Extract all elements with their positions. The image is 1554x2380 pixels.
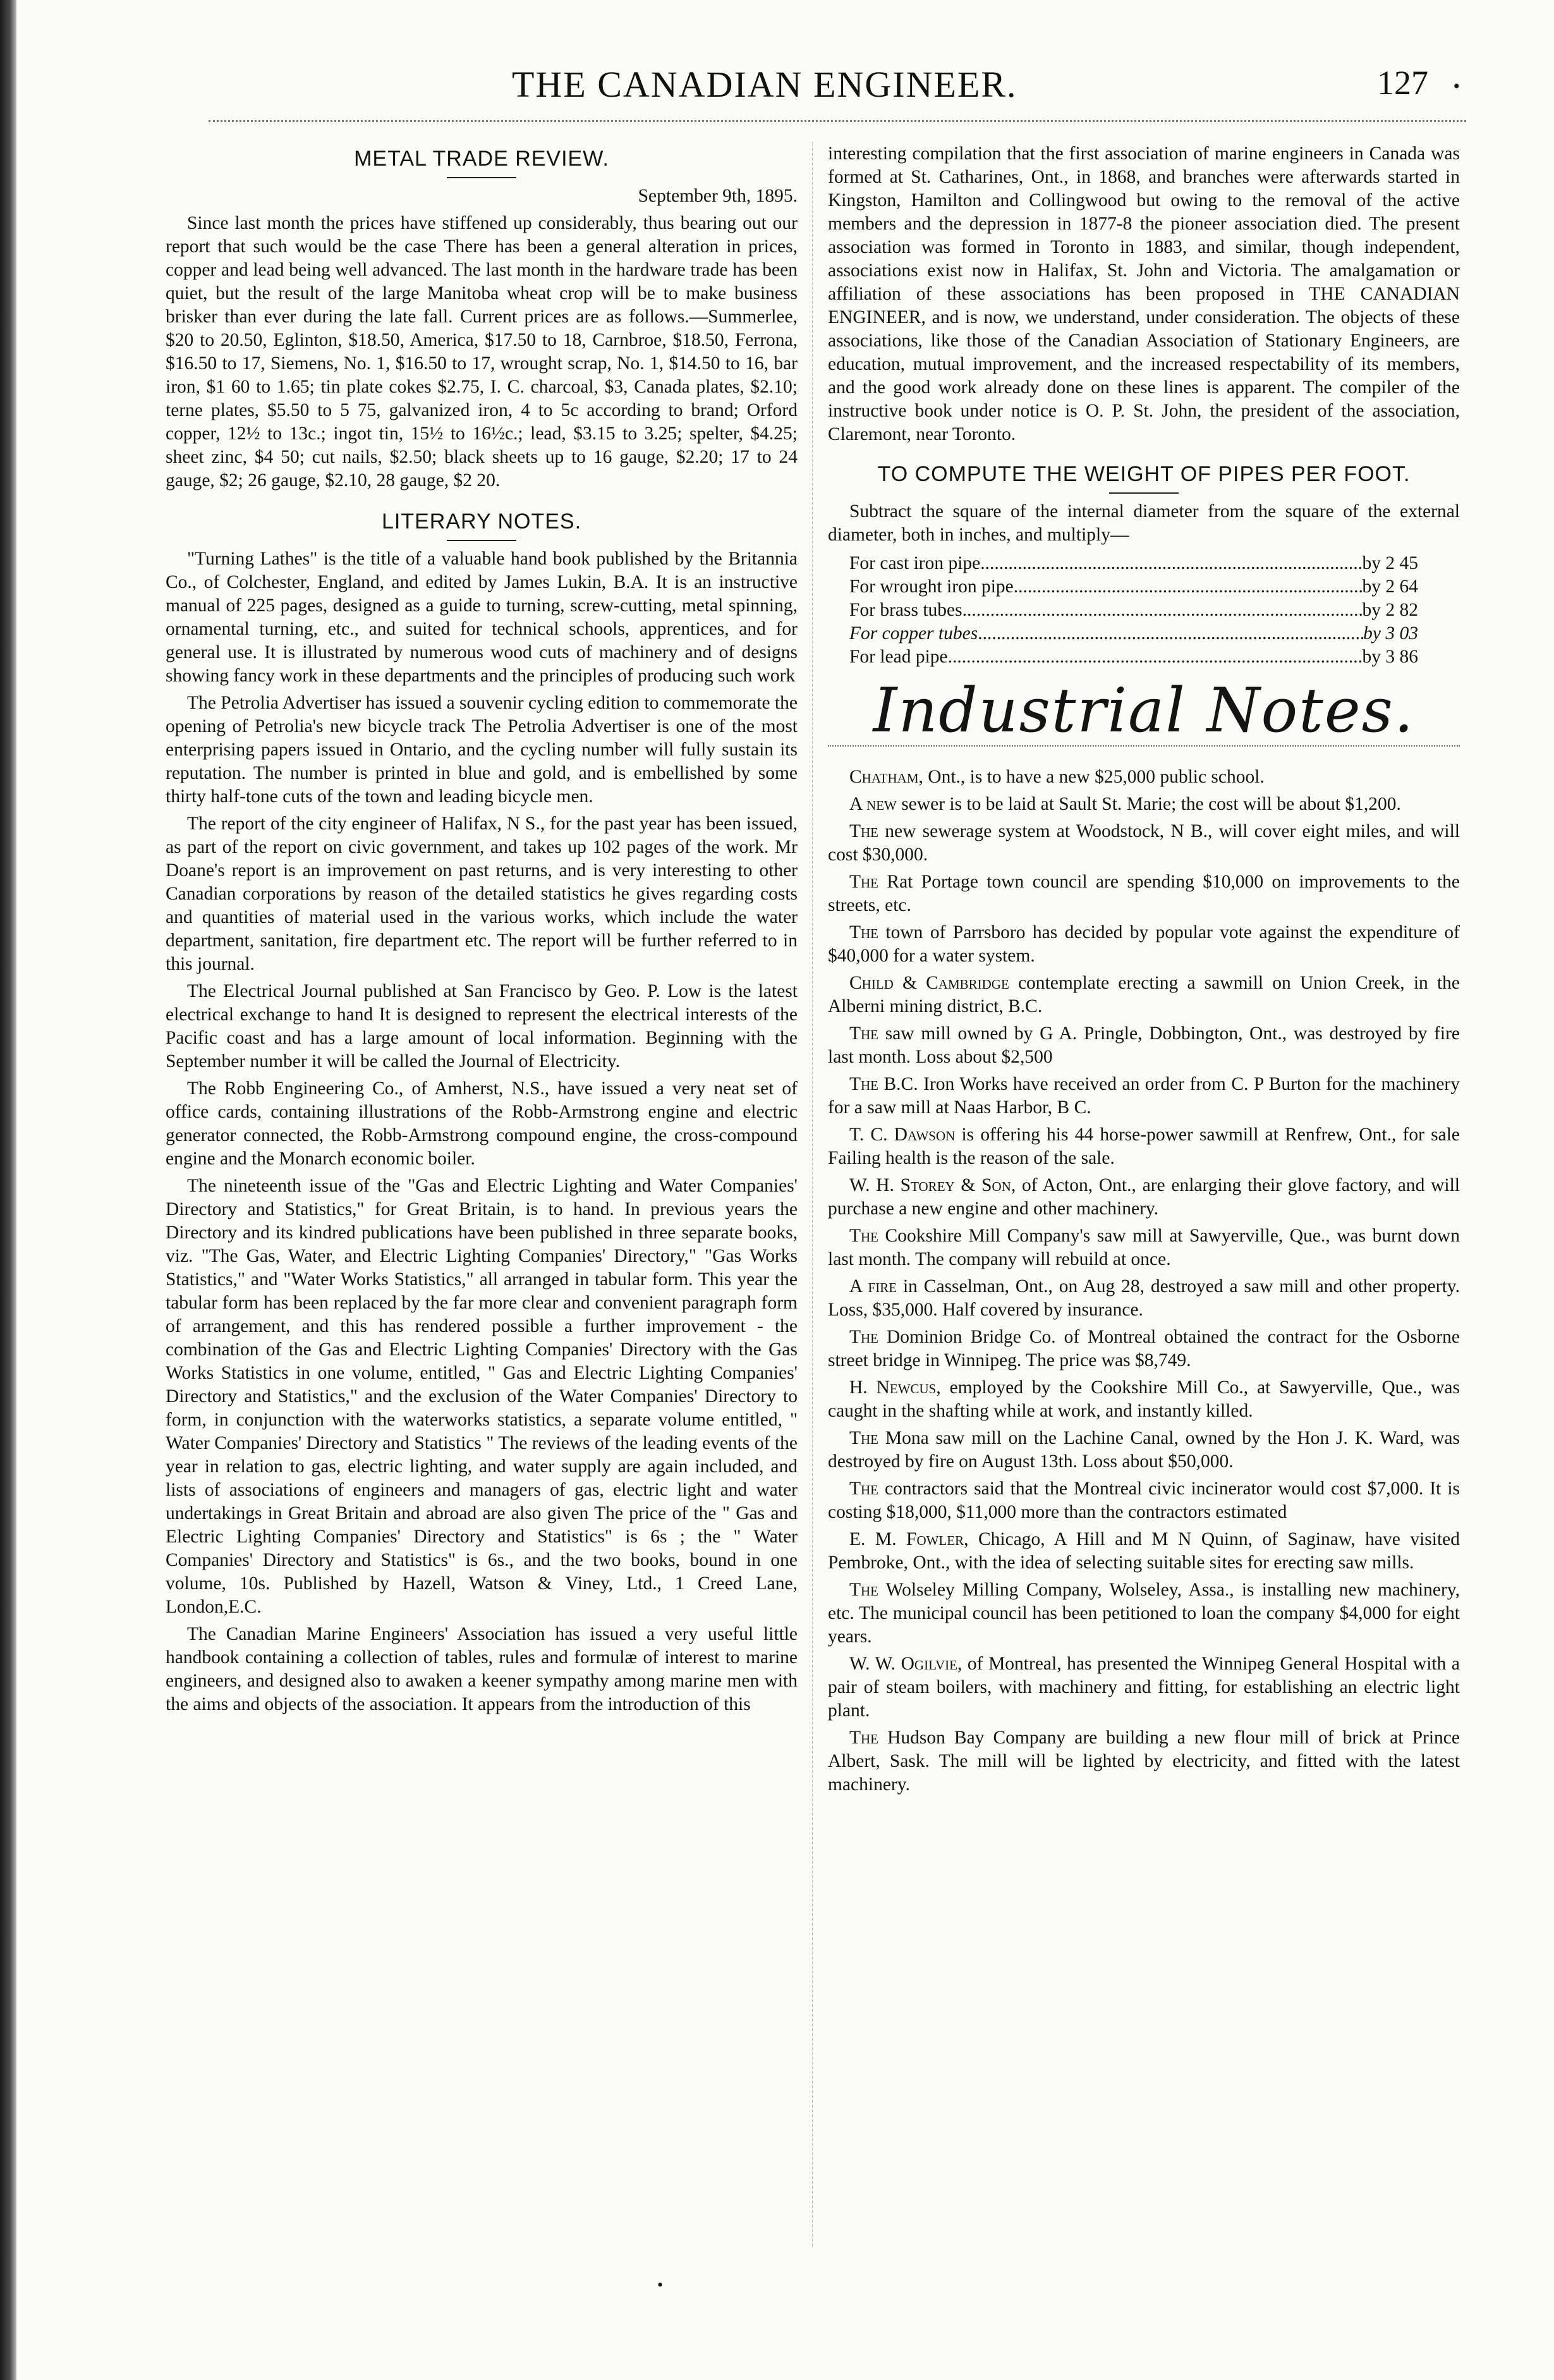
literary-paragraph: "Turning Lathes" is the title of a valuable hand book published by the Britannia Co., of Colchester, England, and edited by James Lukin, B.A. It is an instructive manual of 225 pages, designed as a guide to turning, screw-cutting, metal spinning, ornamental turning, etc., and suited for technical schools, apprentices, and for general use. It is illustrated by numerous wood cuts of machinery and of designs showing fancy work in these departments and the principles of producing such work <box>166 549 798 686</box>
weight-row <box>849 622 1418 645</box>
note-lead: Child & Cambridge <box>849 973 1009 993</box>
pipes-heading: TO COMPUTE THE WEIGHT OF PIPES PER FOOT. <box>877 462 1411 486</box>
heading-rule <box>447 540 516 541</box>
pipes-intro: Subtract the square of the internal diameter from the square of the external diameter, both in inches, and multiply— <box>828 501 1460 545</box>
note-text: Dominion Bridge Co. of Montreal obtained the contract for the Osborne street bridge in Winnipeg. The price was $8,749. <box>828 1327 1460 1370</box>
note-lead: E. M. Fowler <box>849 1529 964 1549</box>
leader-dots <box>962 599 1363 622</box>
weight-value: by 3 86 <box>1362 647 1418 667</box>
industrial-note <box>828 1652 1460 1723</box>
weight-label: For cast iron pipe <box>849 553 981 573</box>
note-lead: W. W. Ogilvie <box>849 1654 957 1674</box>
note-lead: The <box>849 1580 879 1600</box>
note-text: Cookshire Mill Company's saw mill at Sawyerville, Que., was burnt down last month. The company will rebuild at once. <box>828 1226 1460 1269</box>
industrial-notes-list <box>828 766 1460 1797</box>
note-lead: The <box>849 922 879 943</box>
weight-row <box>849 599 1418 622</box>
industrial-note <box>828 1528 1460 1575</box>
note-text: contemplate erecting a sawmill on Union Creek, in the Alberni mining district, B.C. <box>828 973 1460 1016</box>
industrial-note <box>828 1578 1460 1649</box>
industrial-note <box>828 1022 1460 1069</box>
left-column <box>166 142 798 1720</box>
weight-value: by 2 82 <box>1362 600 1418 620</box>
note-text: sewer is to be laid at Sault St. Marie; the cost will be about $1,200. <box>896 794 1401 814</box>
leader-dots <box>978 622 1363 645</box>
note-lead: A new <box>849 794 897 814</box>
industrial-notes-section <box>828 675 1460 1797</box>
literary-notes-heading: LITERARY NOTES. <box>381 510 582 534</box>
industrial-note <box>828 820 1460 867</box>
industrial-notes-heading: Industrial Notes. <box>873 675 1415 746</box>
note-lead: Chatham <box>849 767 919 787</box>
bullet-mark: • <box>1453 76 1460 97</box>
metal-trade-section <box>166 147 798 492</box>
leader-dots <box>1014 575 1363 599</box>
note-lead: W. H. Storey & Son <box>849 1175 1011 1195</box>
industrial-note <box>828 870 1460 917</box>
note-text: Mona saw mill on the Lachine Canal, owned by the Hon J. K. Ward, was destroyed by fire on August 13th. Loss about $50,000. <box>828 1428 1460 1472</box>
industrial-note <box>828 1073 1460 1120</box>
note-text: is offering his 44 horse-power sawmill at Renfrew, Ont., for sale Failing health is the reason of the sale. <box>828 1125 1460 1168</box>
literary-paragraph: The Petrolia Advertiser has issued a souvenir cycling edition to commemorate the opening of Petrolia's new bicycle track The Petrolia Advertiser is one of the most enterprising papers issued in Ontario, and the cycling number will fully sustain its reputation. The number is printed in blue and gold, and is embellished by some thirty half-tone cuts of the town and leading bicycle men. <box>166 693 798 807</box>
note-lead: The <box>849 1074 879 1094</box>
note-text: Rat Portage town council are spending $10,000 on improvements to the streets, etc. <box>828 872 1460 915</box>
metal-trade-body: Since last month the prices have stiffened up considerably, thus bearing out our report that such would be the case There has been a general alteration in prices, copper and lead being well advanced. The last month in the hardware trade has been quiet, but the result of the large Manitoba wheat crop will be to make business brisker than ever during the late fall. Current prices are as follows.—Summerlee, $20 to 20.50, Eglinton, $18.50, America, $17.50 to 18, Carnbroe, $18.50, Ferrona, $16.50 to 17, Siemens, No. 1, $16.50 to 17, wrought scrap, No. 1, $14.50 to 16, bar iron, $1 60 to 1.65; tin plate cokes $2.75, I. C. charcoal, $3, Canada plates, $2.10; terne plates, $5.50 to 5 75, galvanized iron, 4 to 5c according to brand; Orford copper, 12½ to 13c.; ingot tin, 15½ to 16½c.; lead, $3.15 to 3.25; spelter, $4.25; sheet zinc, $4 50; cut nails, $2.50; black sheets up to 16 gauge, $2.20; 17 to 24 gauge, $2; 26 gauge, $2.10, 28 gauge, $2 20. <box>166 213 798 491</box>
leader-dots <box>980 552 1362 575</box>
weight-label: For lead pipe <box>849 647 948 667</box>
literary-paragraph: The Electrical Journal published at San Francisco by Geo. P. Low is the latest electrical exchange to hand It is designed to represent the electrical interests of the Pacific coast and has a large amount of local information. Beginning with the September number it will be called the Journal of Electricity. <box>166 981 798 1071</box>
literary-paragraph: The Canadian Marine Engineers' Association has issued a very useful little handbook containing a collection of tables, rules and formulæ of interest to marine engineers, and designed also to awaken a keener sympathy among marine men with the aims and objects of the association. It appears from the introduction of this <box>166 1624 798 1714</box>
note-text: Wolseley Milling Company, Wolseley, Assa., is installing new machinery, etc. The municipal council has been petitioned to loan the company $4,000 for eight years. <box>828 1580 1460 1647</box>
note-lead: The <box>849 1479 879 1499</box>
industrial-note <box>828 1326 1460 1372</box>
industrial-note <box>828 793 1460 816</box>
weight-row <box>849 552 1418 575</box>
note-text: , Chicago, A Hill and M N Quinn, of Saginaw, have visited Pembroke, Ont., with the idea of selecting suitable sites for erecting saw mills. <box>828 1529 1460 1573</box>
industrial-note <box>828 1376 1460 1423</box>
literary-notes-section <box>166 510 798 1716</box>
note-text: B.C. Iron Works have received an order from C. P Burton for the machinery for a saw mill at Naas Harbor, B C. <box>828 1074 1460 1118</box>
industrial-note <box>828 1477 1460 1524</box>
running-title: THE CANADIAN ENGINEER. <box>512 64 1017 105</box>
right-column <box>828 142 1460 1800</box>
leader-dots <box>948 645 1363 669</box>
industrial-note <box>828 1726 1460 1797</box>
note-text: , Ont., is to have a new $25,000 public school. <box>918 767 1265 787</box>
literary-continued: interesting compilation that the first association of marine engineers in Canada was formed at St. Catharines, Ont., in 1868, and branches were afterwards started in Kingston, Hamilton and Collingwood but owing to the removal of the active members and the depression in 1877-8 the pioneer association died. The present association was formed in Toronto in 1883, and similar, though independent, associations exist now in Halifax, St. John and Victoria. The amalgamation or affiliation of these associations has been proposed in THE CANADIAN ENGINEER, and is now, we understand, under consideration. The objects of these associations, like those of the Canadian Association of Stationary Engineers, are education, mutual improvement, and the increased respectability of its members, and the good work already done on these lines is apparent. The compiler of the instructive book under notice is O. P. St. John, the president of the association, Claremont, near Toronto. <box>828 143 1460 444</box>
note-lead: The <box>849 1023 879 1044</box>
weight-row <box>849 645 1418 669</box>
note-text: , of Acton, Ont., are enlarging their glove factory, and will purchase a new engine and other machinery. <box>828 1175 1460 1219</box>
industrial-note <box>828 972 1460 1018</box>
note-lead: The <box>849 1327 879 1347</box>
note-lead: The <box>849 872 879 892</box>
industrial-note <box>828 1174 1460 1221</box>
note-lead: The <box>849 1226 879 1246</box>
weight-value: by 2 64 <box>1362 577 1418 597</box>
note-text: , employed by the Cookshire Mill Co., at Sawyerville, Que., was caught in the shafting while at work, and instantly killed. <box>828 1377 1460 1421</box>
industrial-note <box>828 1427 1460 1474</box>
page-number: 127 <box>1377 64 1428 102</box>
weight-row <box>849 575 1418 599</box>
literary-paragraph: The nineteenth issue of the "Gas and Electric Lighting and Water Companies' Directory and Statistics," for Great Britain, is to hand. In previous years the Directory and its kindred publications have been published in three separate books, viz. "The Gas, Water, and Electric Lighting Companies' Directory," "Gas Works Statistics," and "Water Works Statistics," all arranged in tabular form. This year the tabular form has been replaced by the far more clear and convenient paragraph form of arrangement, and this has rendered possible a further improvement - the combination of the Gas and Electric Lighting Companies' Directory with the Gas Works Statistics in one volume, entitled, " Gas and Electric Lighting Companies' Directory and Statistics," and the exclusion of the Water Companies' Directory to form, in conjunction with the waterworks statistics, a separate volume entitled, " Water Companies' Directory and Statistics " The reviews of the leading events of the year in relation to gas, electric lighting, and water supply are again included, and lists of associations of engineers and managers of gas, electric light and water undertakings in Great Britain and abroad are also given The price of the " Gas and Electric Lighting Companies' Directory and Statistics" is 6s ; the " Water Companies' Directory and Statistics" is 6s., and the two books, bound in one volume, 10s. Published by Hazell, Watson & Viney, Ltd., 1 Creed Lane, London,E.C. <box>166 1176 798 1617</box>
pipes-section <box>828 463 1460 669</box>
note-text: new sewerage system at Woodstock, N B., will cover eight miles, and will cost $30,000. <box>828 821 1460 865</box>
column-divider <box>812 142 813 2247</box>
header-rule <box>209 120 1466 122</box>
weight-label: For wrought iron pipe <box>849 577 1014 597</box>
page-header <box>190 63 1517 120</box>
industrial-note <box>828 766 1460 789</box>
note-lead: The <box>849 821 879 841</box>
note-text: Hudson Bay Company are building a new flour mill of brick at Prince Albert, Sask. The mill will be lighted by electricity, and fitted with the latest machinery. <box>828 1728 1460 1795</box>
note-text: in Casselman, Ont., on Aug 28, destroyed a saw mill and other property. Loss, $35,000. Half covered by insurance. <box>828 1276 1460 1320</box>
note-lead: The <box>849 1728 879 1748</box>
literary-paragraph: The Robb Engineering Co., of Amherst, N.S., have issued a very neat set of office cards, containing illustrations of the Robb-Armstrong engine and electric generator connected, the Robb-Armstrong compound engine, the cross-compound engine and the Monarch economic boiler. <box>166 1078 798 1169</box>
heading-rule <box>1109 492 1179 494</box>
note-text: , of Montreal, has presented the Winnipeg General Hospital with a pair of steam boilers, with machinery and fitting, for establishing an electric light plant. <box>828 1654 1460 1721</box>
metal-trade-heading: METAL TRADE REVIEW. <box>354 147 609 171</box>
industrial-note <box>828 921 1460 968</box>
industrial-note <box>828 1275 1460 1322</box>
heading-rule <box>447 177 516 178</box>
note-text: saw mill owned by G A. Pringle, Dobbington, Ont., was destroyed by fire last month. Loss about $2,500 <box>828 1023 1460 1067</box>
bottom-dot: • <box>657 2276 664 2294</box>
note-lead: The <box>849 1428 879 1448</box>
literary-paragraph: The report of the city engineer of Halifax, N S., for the past year has been issued, as part of the report on civic government, and takes up 102 pages of the work. Mr Doane's report is an improvement on past returns, and is very interesting to other Canadian corporations by reason of the detailed statistics he gives regarding costs and quantities of material used in the various works, which include the water department, sanitation, fire department etc. The report will be further referred to in this journal. <box>166 814 798 974</box>
weight-value: by 3 03 <box>1363 623 1418 644</box>
note-lead: H. Newcus <box>849 1377 937 1398</box>
note-text: contractors said that the Montreal civic incinerator would cost $7,000. It is costing $18,000, $11,000 more than the contractors estimated <box>828 1479 1460 1522</box>
industrial-note <box>828 1224 1460 1271</box>
note-lead: T. C. Dawson <box>849 1125 956 1145</box>
industrial-note <box>828 1123 1460 1170</box>
dateline: September 9th, 1895. <box>638 186 798 206</box>
note-text: town of Parrsboro has decided by popular vote against the expenditure of $40,000 for a water system. <box>828 922 1460 966</box>
weight-value: by 2 45 <box>1362 553 1418 573</box>
weight-label: For copper tubes <box>849 623 978 644</box>
scan-edge <box>0 0 16 2380</box>
note-lead: A fire <box>849 1276 897 1297</box>
weight-label: For brass tubes <box>849 600 962 620</box>
